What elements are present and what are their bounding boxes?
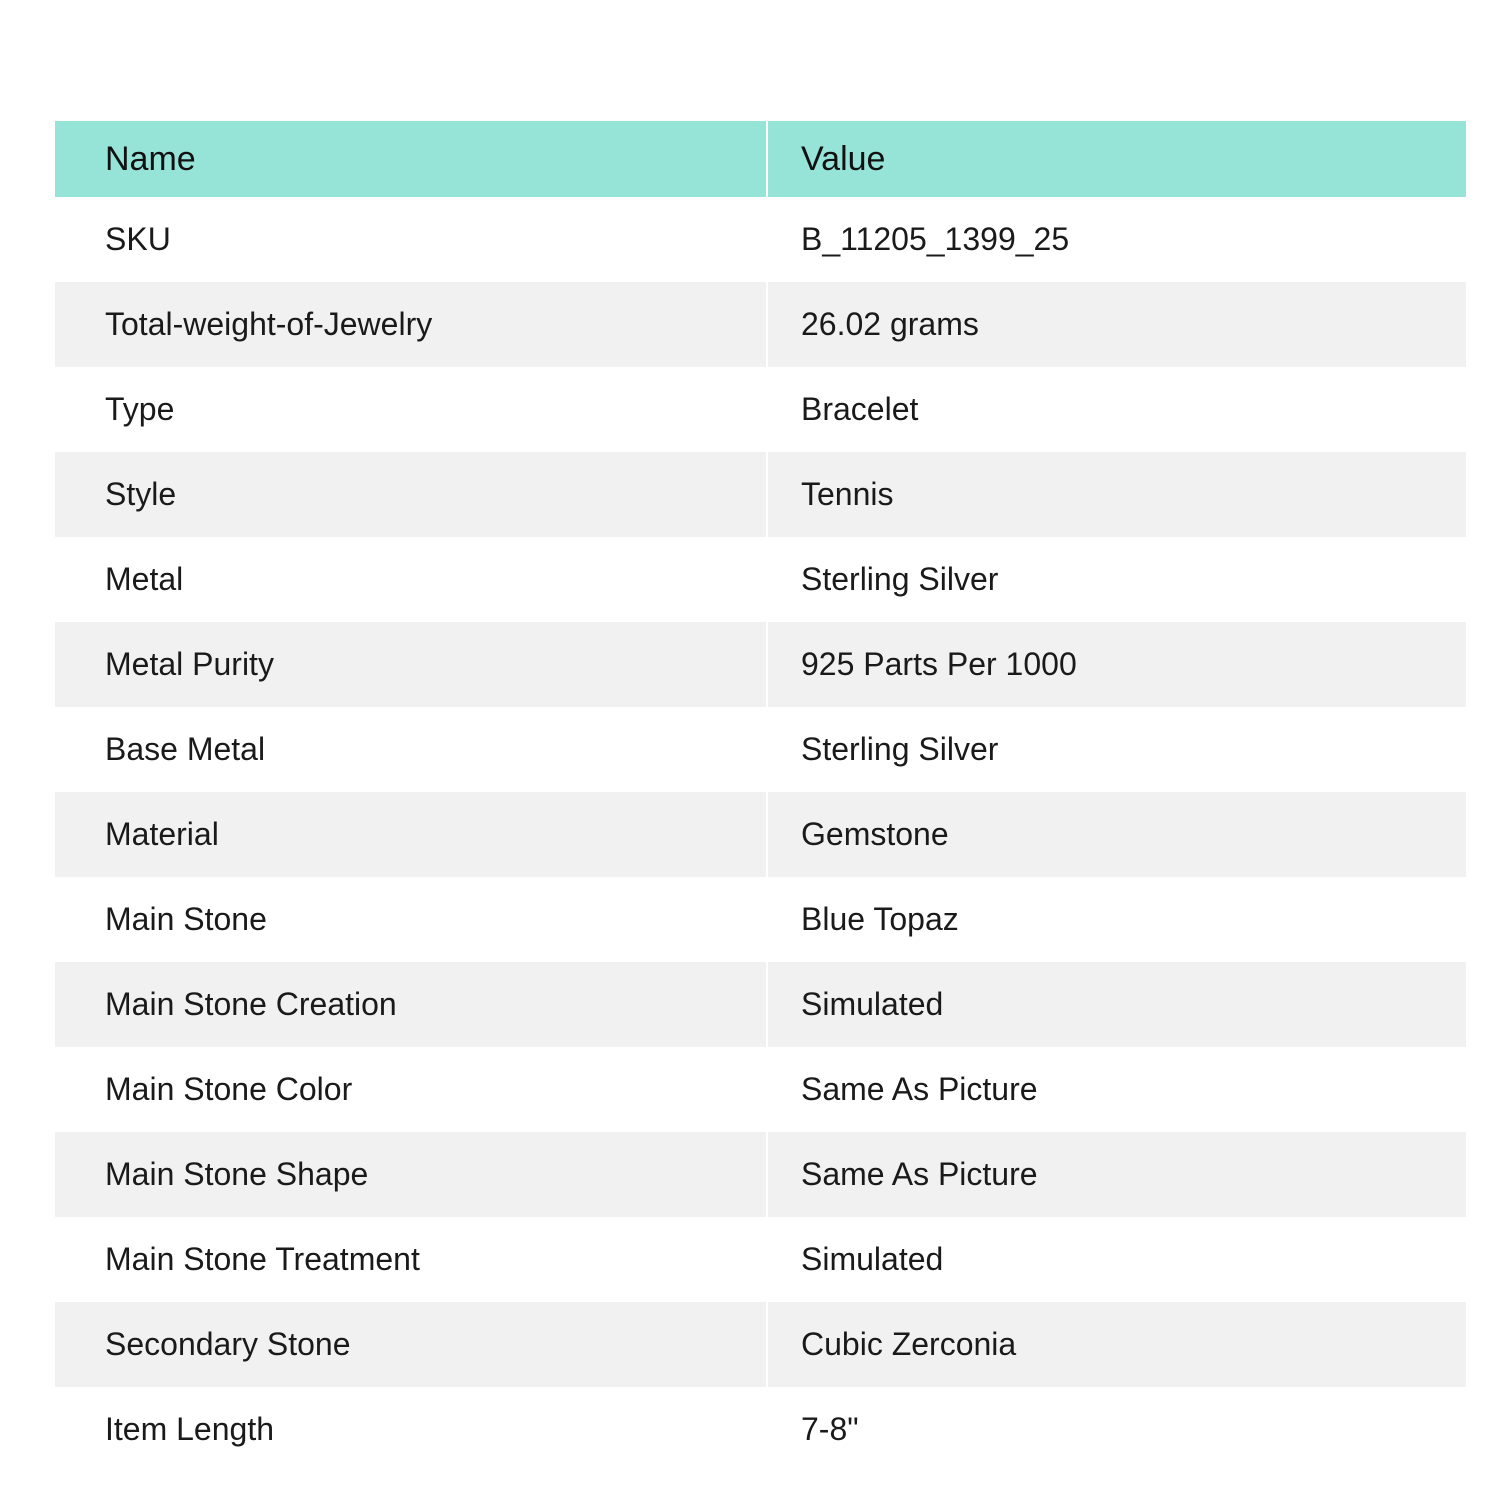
header-row — [55, 121, 1466, 197]
row-value-cell: Simulated — [767, 962, 1466, 1047]
table-row — [55, 962, 1466, 1047]
row-value-cell: Blue Topaz — [767, 877, 1466, 962]
row-name-cell: Main Stone Creation — [55, 962, 767, 1047]
row-name-cell: Main Stone Shape — [55, 1132, 767, 1217]
row-name-cell: Base Metal — [55, 707, 767, 792]
table-row — [55, 622, 1466, 707]
row-value-cell: Gemstone — [767, 792, 1466, 877]
row-value-cell: Cubic Zerconia — [767, 1302, 1466, 1387]
table-row — [55, 367, 1466, 452]
row-value-cell: 925 Parts Per 1000 — [767, 622, 1466, 707]
row-name-cell: Item Length — [55, 1387, 767, 1472]
row-value-cell: Sterling Silver — [767, 707, 1466, 792]
table-row — [55, 1047, 1466, 1132]
table-row — [55, 1217, 1466, 1302]
row-name-cell: SKU — [55, 197, 767, 282]
table-row — [55, 1302, 1466, 1387]
table-row — [55, 877, 1466, 962]
row-name-cell: Main Stone Color — [55, 1047, 767, 1132]
row-name-cell: Main Stone — [55, 877, 767, 962]
row-value-cell: Simulated — [767, 1217, 1466, 1302]
row-name-cell: Type — [55, 367, 767, 452]
row-value-cell: Bracelet — [767, 367, 1466, 452]
table-row — [55, 282, 1466, 367]
row-value-cell: 7-8" — [767, 1387, 1466, 1472]
table-row — [55, 1132, 1466, 1217]
row-value-cell: Sterling Silver — [767, 537, 1466, 622]
row-name-cell: Style — [55, 452, 767, 537]
row-value-cell: Tennis — [767, 452, 1466, 537]
row-name-cell: Metal Purity — [55, 622, 767, 707]
row-name-cell: Metal — [55, 537, 767, 622]
product-spec-table — [55, 121, 1466, 1472]
row-value-cell: Same As Picture — [767, 1132, 1466, 1217]
table-body — [55, 197, 1466, 1472]
row-value-cell: B_11205_1399_25 — [767, 197, 1466, 282]
table-row — [55, 537, 1466, 622]
table-row — [55, 792, 1466, 877]
row-name-cell: Main Stone Treatment — [55, 1217, 767, 1302]
table-row — [55, 707, 1466, 792]
table-row — [55, 197, 1466, 282]
table-row — [55, 1387, 1466, 1472]
column-header-name: Name — [55, 121, 767, 197]
row-value-cell: Same As Picture — [767, 1047, 1466, 1132]
row-value-cell: 26.02 grams — [767, 282, 1466, 367]
row-name-cell: Secondary Stone — [55, 1302, 767, 1387]
table-header — [55, 121, 1466, 197]
row-name-cell: Material — [55, 792, 767, 877]
row-name-cell: Total-weight-of-Jewelry — [55, 282, 767, 367]
column-header-value: Value — [767, 121, 1466, 197]
table-row — [55, 452, 1466, 537]
